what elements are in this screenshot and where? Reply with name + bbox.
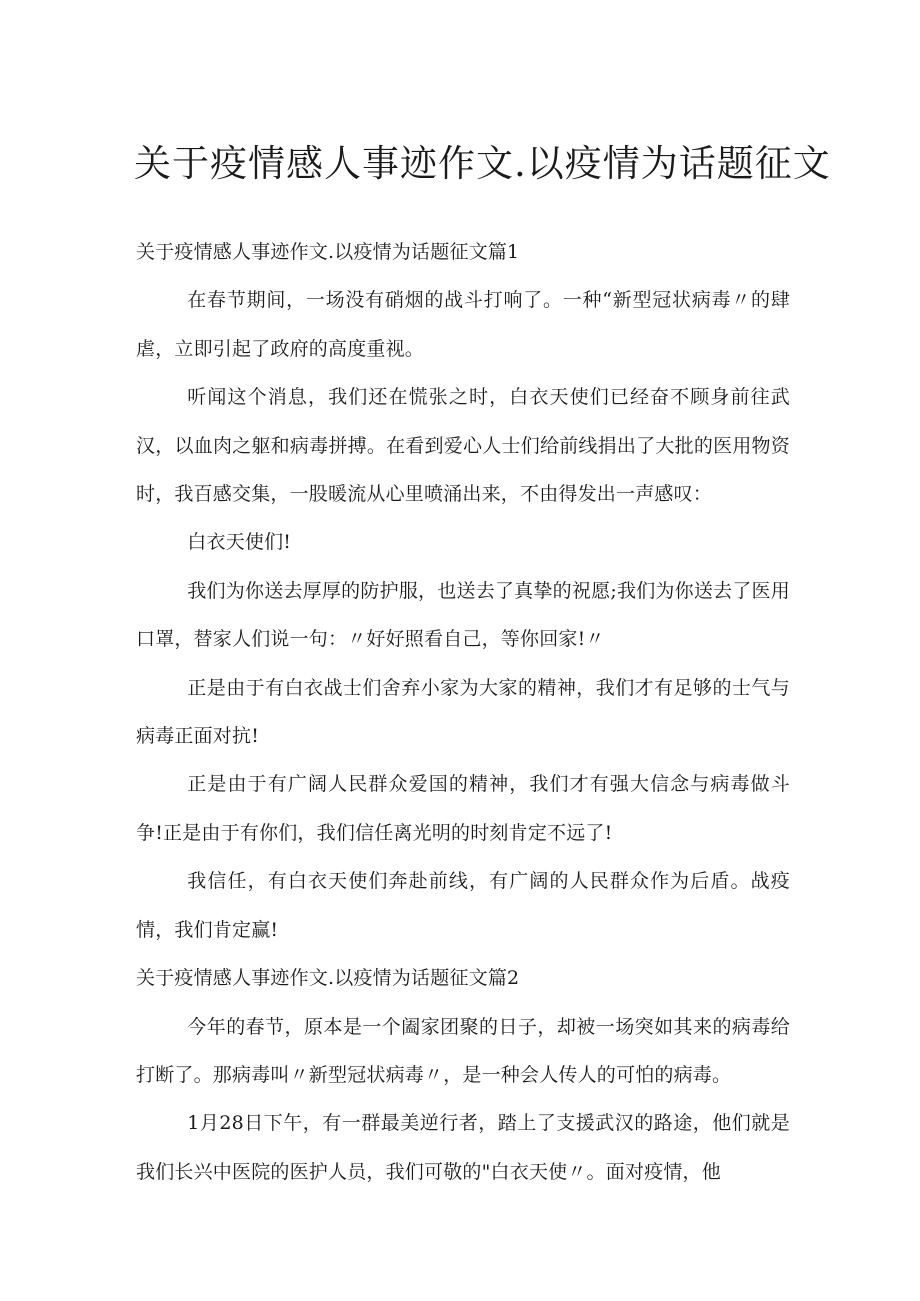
paragraph: 听闻这个消息，我们还在慌张之时，白衣天使们已经奋不顾身前往武汉，以血肉之躯和病毒拼搏。在看到爱心人士们给前线捐出了大批的医用物资时，我百感交集，一股暖流从心里喷涌出来，不由得发出一声感叹： — [136, 386, 790, 506]
section-heading: 关于疫情感人事迹作文.以疫情为话题征文篇1 — [136, 241, 520, 263]
paragraph: 1月28日下午，有一群最美逆行者，踏上了支援武汉的路途，他们就是我们长兴中医院的医护人员，我们可敬的"白衣天使〃。面对疫情，他 — [136, 1112, 790, 1183]
paragraph: 正是由于有白衣战士们舍弃小家为大家的精神，我们才有足够的士气与病毒正面对抗! — [136, 676, 790, 748]
paragraph: 正是由于有广阔人民群众爱国的精神，我们才有强大信念与病毒做斗争!正是由于有你们，我们信任离光明的时刻肯定不远了! — [136, 773, 790, 844]
document-title: 关于疫情感人事迹作文.以疫情为话题征文 — [134, 142, 831, 185]
paragraph: 我们为你送去厚厚的防护服，也送去了真挚的祝愿;我们为你送去了医用口罩，替家人们说一句：〃好好照看自己，等你回家!〃 — [136, 579, 790, 651]
paragraph: 白衣天使们! — [187, 531, 292, 554]
document-body — [136, 228, 790, 1196]
section-heading: 关于疫情感人事迹作文.以疫情为话题征文篇2 — [136, 967, 520, 990]
paragraph: 今年的春节，原本是一个阖家团聚的日子，却被一场突如其来的病毒给打断了。那病毒叫〃新型冠状病毒〃，是一种会人传人的可怕的病毒。 — [136, 1015, 790, 1086]
paragraph: 在春节期间，一场没有硝烟的战斗打响了。一种“新型冠状病毒〃的肆虐，立即引起了政府的高度重视。 — [136, 289, 790, 360]
paragraph: 我信任，有白衣天使们奔赴前线，有广阔的人民群众作为后盾。战疫情，我们肯定赢! — [136, 870, 790, 941]
